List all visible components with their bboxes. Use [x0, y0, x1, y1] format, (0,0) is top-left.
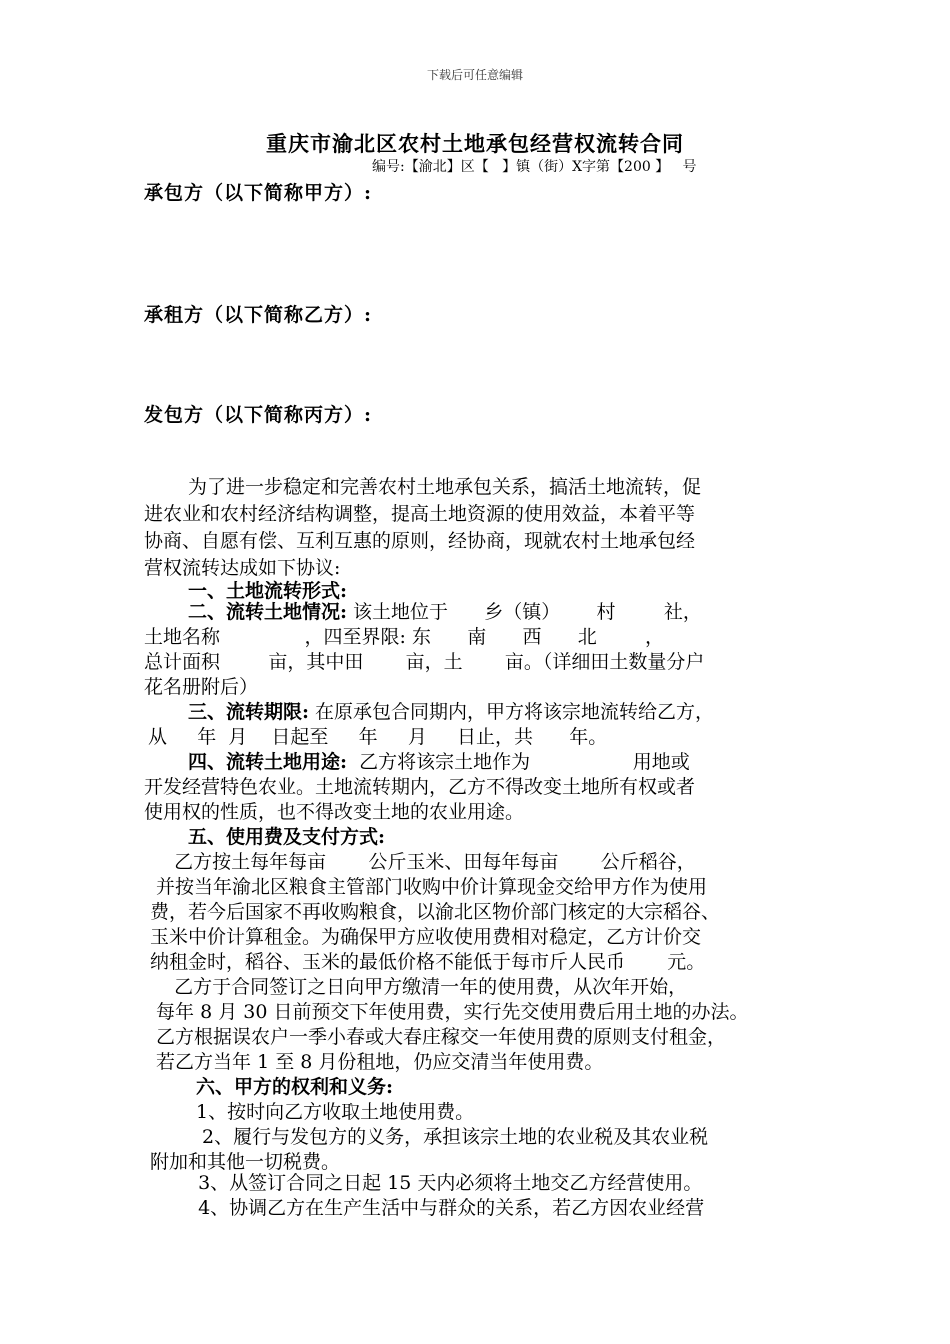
document-number: 编号:【渝北】区【 】镇（街）X字第【200 】 号 — [372, 159, 697, 175]
party-a-label: 承包方（以下简称甲方）: — [144, 182, 373, 204]
watermark-text: 下载后可任意编辑 — [426, 68, 523, 82]
section-1-heading: 一、土地流转形式: — [188, 580, 348, 602]
section-4-heading: 四、流转土地用途: — [188, 751, 348, 773]
section-4-line — [188, 749, 690, 776]
section-3-heading: 三、流转期限: — [188, 701, 310, 723]
section-6-item: 1、按时向乙方收取土地使用费。 — [196, 1101, 475, 1123]
party-c-label: 发包方（以下简称丙方）: — [144, 404, 373, 426]
section-6-item: 2、履行与发包方的义务，承担该宗土地的农业税及其农业税 — [196, 1126, 709, 1148]
intro-line: 营权流转达成如下协议: — [144, 557, 341, 579]
section-6-item: 3、从签订合同之日起 15 天内必须将土地交乙方经营使用。 — [186, 1172, 703, 1194]
section-5-line: 并按当年渝北区粮食主管部门收购中价计算现金交给甲方作为使用 — [150, 876, 708, 898]
intro-line: 协商、自愿有偿、互利互惠的原则，经协商，现就农村土地承包经 — [144, 530, 696, 552]
section-2-heading: 二、流转土地情况: — [188, 601, 348, 623]
section-5-line: 纳租金时，稻谷、玉米的最低价格不能低于每市斤人民币 元。 — [150, 951, 706, 973]
section-5-heading: 五、使用费及支付方式: — [188, 826, 386, 848]
intro-line: 为了进一步稳定和完善农村土地承包关系，搞活土地流转，促 — [188, 476, 702, 498]
section-5-line: 乙方根据误农户一季小春或大春庄稼交一年使用费的原则支付租金， — [150, 1026, 727, 1048]
intro-line: 进农业和农村经济结构调整，提高土地资源的使用效益，本着平等 — [144, 503, 696, 525]
section-2-line: 总计面积 亩，其中田 亩，土 亩。（详细田土数量分户 — [144, 651, 705, 673]
section-3-line: 从 年 月 日起至 年 月 日止，共 年。 — [148, 726, 608, 748]
section-5-line: 乙方按土每年每亩 公斤玉米、田每年每亩 公斤稻谷， — [150, 851, 696, 873]
section-2-line — [188, 599, 702, 626]
section-5-line: 每年 8 月 30 日前预交下年使用费，实行先交使用费后用土地的办法。 — [150, 1001, 749, 1023]
section-6-heading: 六、甲方的权利和义务: — [196, 1076, 394, 1098]
section-5-line: 若乙方当年 1 至 8 月份租地，仍应交清当年使用费。 — [150, 1051, 604, 1073]
section-5-line: 乙方于合同签订之日向甲方缴清一年的使用费，从次年开始， — [150, 976, 688, 998]
section-5-line: 费，若今后国家不再收购粮食，以渝北区物价部门核定的大宗稻谷、 — [150, 901, 721, 923]
section-6-item: 附加和其他一切税费。 — [150, 1151, 341, 1173]
section-2-text: 该土地位于 乡（镇） 村 社， — [347, 601, 702, 623]
section-2-line: 土地名称 ，四至界限: 东 南 西 北 ， — [144, 626, 665, 648]
section-5-line: 玉米中价计算租金。为确保甲方应收使用费相对稳定，乙方计价交 — [150, 926, 702, 948]
section-2-line: 花名册附后） — [144, 676, 259, 698]
section-3-line — [188, 699, 714, 726]
party-b-label: 承租方（以下简称乙方）: — [144, 304, 373, 326]
section-4-line: 开发经营特色农业。土地流转期内，乙方不得改变土地所有权或者 — [144, 776, 696, 798]
section-4-line: 使用权的性质，也不得改变土地的农业用途。 — [144, 801, 525, 823]
page-title: 重庆市渝北区农村土地承包经营权流转合同 — [266, 131, 684, 156]
section-4-text: 乙方将该宗土地作为 用地或 — [347, 751, 690, 773]
section-3-text: 在原承包合同期内，甲方将该宗地流转给乙方， — [309, 701, 715, 723]
section-6-item: 4、协调乙方在生产生活中与群众的关系，若乙方因农业经营 — [186, 1197, 705, 1219]
